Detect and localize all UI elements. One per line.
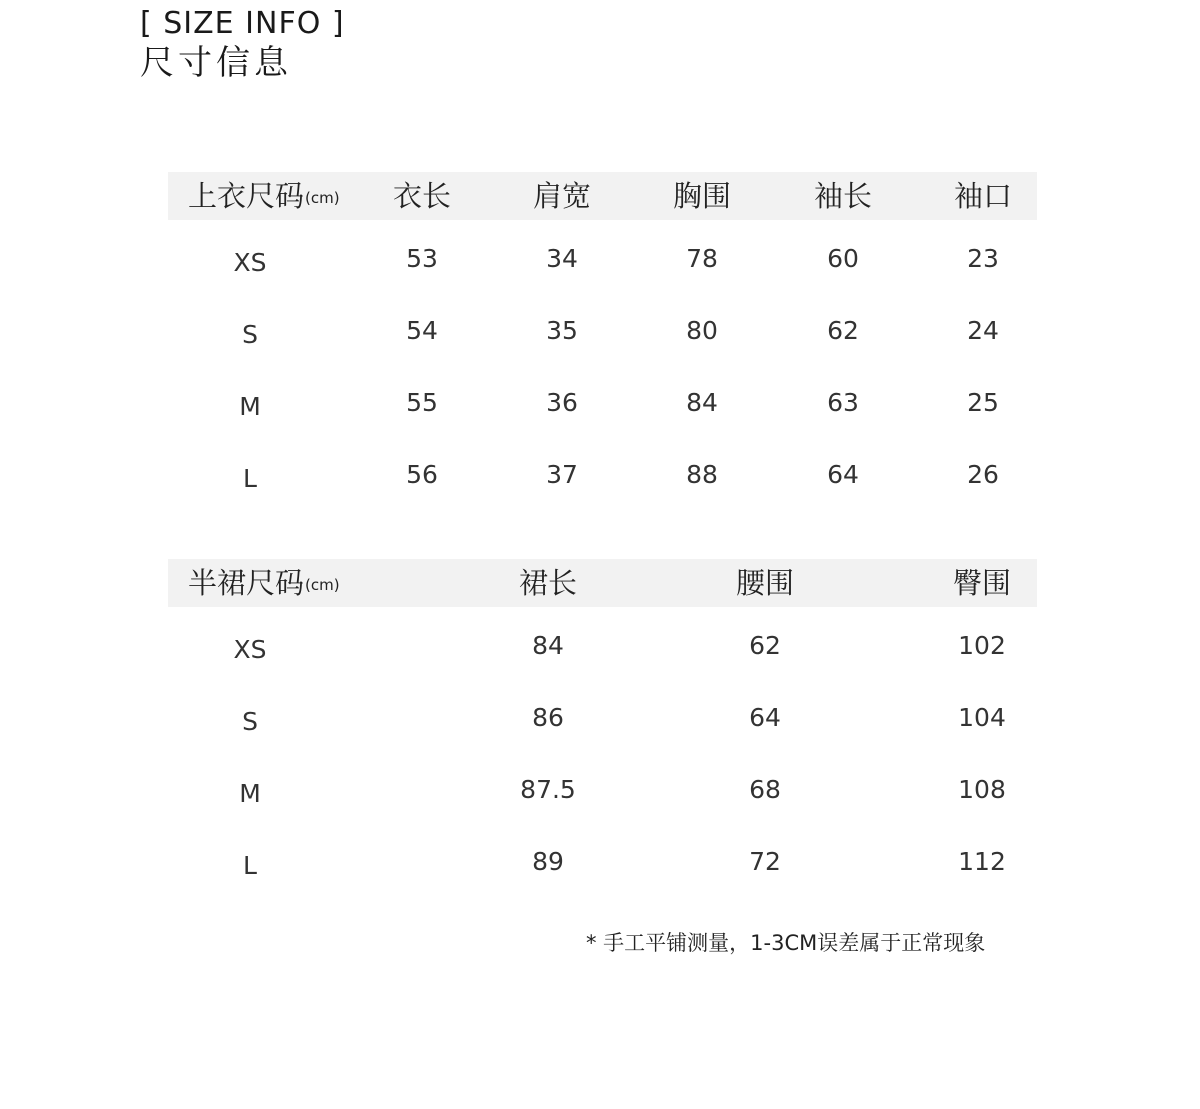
table-cell: 53 (406, 244, 438, 273)
table-cell: 68 (749, 775, 781, 804)
table-cell: 86 (532, 703, 564, 732)
table-cell: 88 (686, 460, 718, 489)
top-col-header: 袖口 (953, 179, 1013, 213)
table-cell: 64 (827, 460, 859, 489)
top-header-unit: (cm) (305, 189, 340, 207)
table-cell: 60 (827, 244, 859, 273)
skirt-col-header: 腰围 (735, 566, 795, 600)
top-col-header: 肩宽 (532, 179, 592, 213)
top-size-table (168, 172, 1037, 508)
table-cell: 102 (958, 631, 1006, 660)
table-cell: 35 (546, 316, 578, 345)
skirt-header-label-text: 半裙尺码 (188, 566, 305, 600)
size-label: L (243, 464, 257, 493)
size-label: M (239, 779, 261, 808)
table-cell: 23 (967, 244, 999, 273)
top-col-header: 衣长 (392, 179, 452, 213)
skirt-header-unit: (cm) (305, 576, 340, 594)
table-cell: 25 (967, 388, 999, 417)
table-cell: 56 (406, 460, 438, 489)
table-row (168, 292, 1037, 364)
title-chinese: 尺寸信息 (140, 43, 292, 83)
table-cell: 108 (958, 775, 1006, 804)
table-cell: 64 (749, 703, 781, 732)
table-row (168, 607, 1037, 679)
table-row (168, 364, 1037, 436)
table-cell: 112 (958, 847, 1006, 876)
table-row (168, 751, 1037, 823)
table-cell: 37 (546, 460, 578, 489)
table-cell: 72 (749, 847, 781, 876)
skirt-size-table (168, 559, 1037, 895)
table-cell: 34 (546, 244, 578, 273)
table-cell: 54 (406, 316, 438, 345)
table-cell: 78 (686, 244, 718, 273)
table-cell: 24 (967, 316, 999, 345)
table-cell: 62 (827, 316, 859, 345)
table-row (168, 823, 1037, 895)
skirt-col-header: 裙长 (518, 566, 578, 600)
size-label: XS (233, 635, 267, 664)
table-cell: 62 (749, 631, 781, 660)
table-cell: 80 (686, 316, 718, 345)
size-label: L (243, 851, 257, 880)
measurement-note: * 手工平铺测量，1-3CM误差属于正常现象 (586, 931, 986, 955)
table-cell: 84 (686, 388, 718, 417)
title-english: [ SIZE INFO ] (140, 6, 345, 41)
skirt-table-header (168, 559, 1037, 607)
top-header-label (188, 172, 340, 222)
top-col-header: 胸围 (672, 179, 732, 213)
table-cell: 104 (958, 703, 1006, 732)
skirt-header-label (188, 559, 340, 609)
table-cell: 89 (532, 847, 564, 876)
size-label: M (239, 392, 261, 421)
table-cell: 63 (827, 388, 859, 417)
top-table-header (168, 172, 1037, 220)
size-label: S (242, 707, 258, 736)
skirt-col-header: 臀围 (952, 566, 1012, 600)
table-row (168, 220, 1037, 292)
size-label: XS (233, 248, 267, 277)
table-cell: 84 (532, 631, 564, 660)
table-row (168, 436, 1037, 508)
table-cell: 26 (967, 460, 999, 489)
table-row (168, 679, 1037, 751)
table-cell: 55 (406, 388, 438, 417)
table-cell: 87.5 (520, 775, 576, 804)
table-cell: 36 (546, 388, 578, 417)
size-label: S (242, 320, 258, 349)
top-header-label-text: 上衣尺码 (188, 179, 305, 213)
top-col-header: 袖长 (813, 179, 873, 213)
